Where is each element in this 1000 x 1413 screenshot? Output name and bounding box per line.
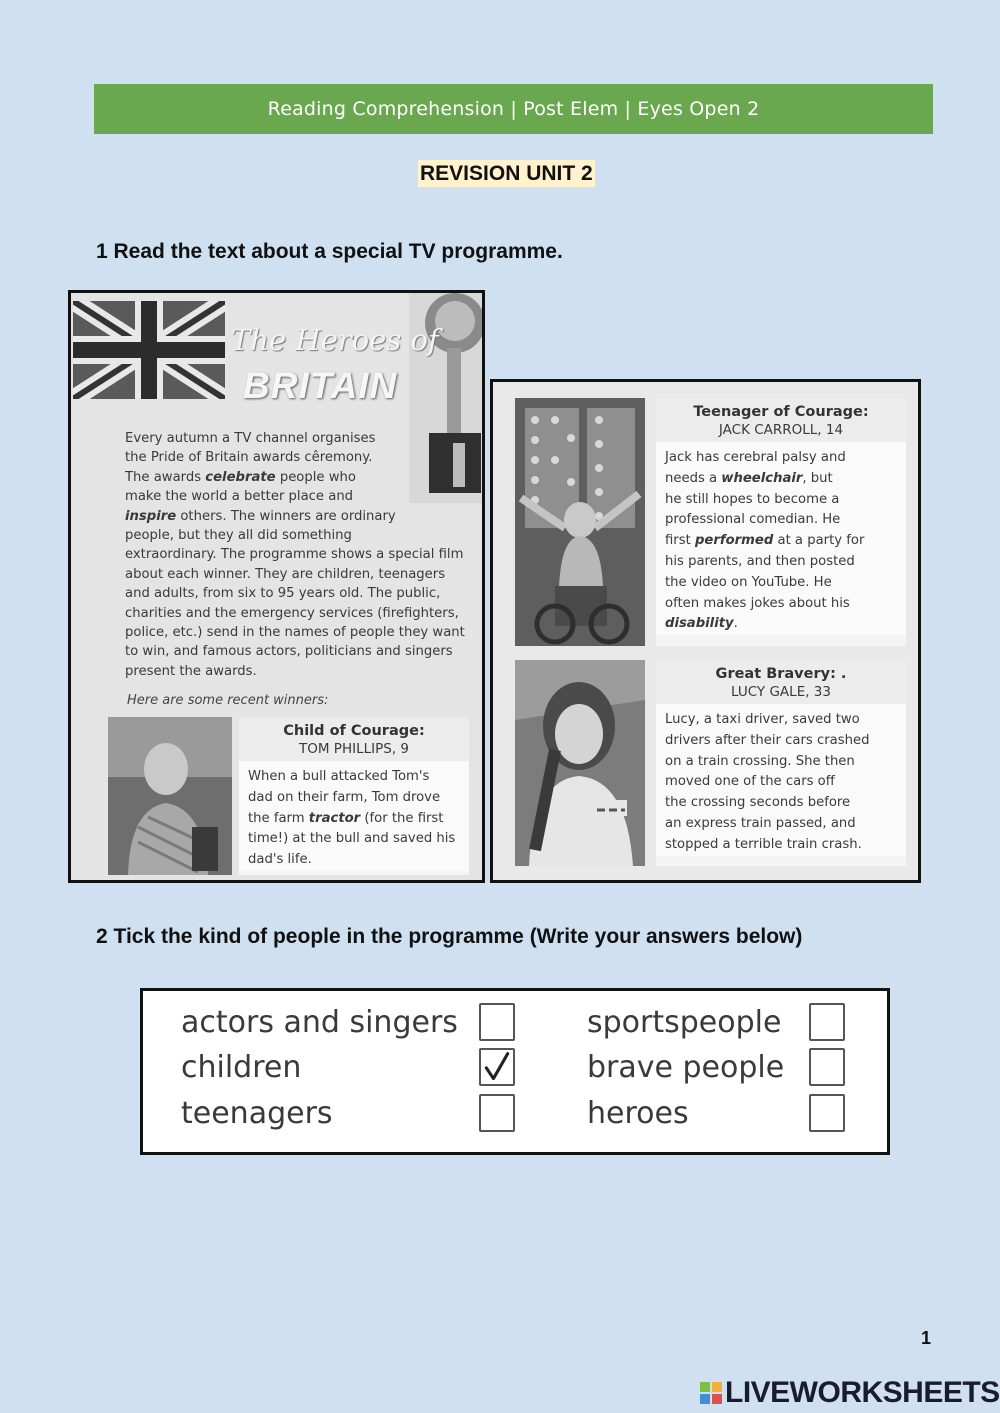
card-line: the farm tractor (for the first [248,810,444,826]
checkbox-brave-people[interactable] [809,1048,845,1086]
intro-line: Every autumn a TV channel organises [125,431,376,446]
winner-card-tom [239,717,469,875]
card-body [656,442,906,635]
option-label: actors and singers [181,1005,458,1040]
intro-line: about each winner. They are children, teenagers [125,566,446,582]
card-line: Lucy, a taxi driver, saved two [665,712,860,727]
card-line: the video on YouTube. He [665,574,832,590]
article-script-title: The Heroes of [231,323,439,357]
card-line: he still hopes to become a [665,491,840,507]
intro-line: to win, and famous actors, politicians and singers [125,644,453,660]
tom-photo [108,717,232,875]
option-label: sportspeople [587,1005,782,1040]
tick-row [143,1003,887,1049]
intro-line: make the world a better place and [125,489,354,505]
intro-line: people, but they all did something [125,528,352,544]
article-intro [125,429,477,681]
intro-line: charities and the emergency services (firefighters, [125,605,459,621]
article-panel-left [68,290,485,883]
page-number: 1 [921,1328,932,1348]
option-label: children [181,1050,302,1085]
intro-line: extraordinary. The programme shows a special film [125,547,464,563]
card-title: Teenager of Courage: [693,404,869,420]
header-title: Reading Comprehension | Post Elem | Eyes Open 2 [267,98,760,120]
card-body [656,704,906,856]
winner-card-lucy [656,660,906,866]
brand-text: LIVEWORKSHEETS [725,1376,1000,1409]
card-line: dad's life. [248,852,312,868]
card-header [656,660,906,704]
card-header [239,717,469,761]
option-label: brave people [587,1050,785,1085]
intro-line: police, etc.) send in the names of people they want [125,625,465,641]
unit-title: REVISION UNIT 2 [420,162,593,185]
card-title: Great Bravery: . [715,666,847,682]
card-line: needs a wheelchair, but [665,470,833,486]
jack-photo [515,398,645,646]
checkmark-icon [481,1050,513,1084]
card-line: on a train crossing. She then [665,753,855,769]
card-line: the crossing seconds before [665,795,851,811]
card-line: When a bull attacked Tom's [248,769,430,784]
union-jack-flag-icon [73,301,225,399]
liveworksheets-brand[interactable] [700,1376,1000,1410]
card-line: stopped a terrible train crash. [665,836,862,852]
intro-line: inspire others. The winners are ordinary [125,508,396,524]
question-1: 1 Read the text about a special TV programme. [96,240,563,263]
card-line: an express train passed, and [665,815,856,831]
option-label: heroes [587,1096,689,1131]
card-title: Child of Courage: [283,723,425,739]
card-line: time!) at the bull and saved his [248,831,456,847]
card-name: LUCY GALE, 33 [731,684,831,700]
tick-table [140,988,890,1155]
question-2: 2 Tick the kind of people in the programme (Write your answers below) [96,925,803,948]
tick-row [143,1094,887,1140]
card-header [656,398,906,442]
article-big-title: BRITAIN [243,365,398,406]
card-line: moved one of the cars off [665,774,835,790]
option-label: teenagers [181,1096,333,1131]
card-line: professional comedian. He [665,512,841,528]
card-line: disability. [665,616,738,632]
card-line: dad on their farm, Tom drove [248,789,441,805]
article-panel-right [490,379,921,883]
header-bar [94,84,933,134]
card-line: often makes jokes about his [665,595,850,611]
intro-line: The awards celebrate people who [125,469,356,485]
card-line: drivers after their cars crashed [665,732,870,748]
intro-line: and adults, from six to 95 years old. The public, [125,586,441,602]
lucy-photo [515,660,645,866]
card-line: his parents, and then posted [665,553,855,569]
card-line: Jack has cerebral palsy and [665,450,846,465]
intro-line: present the awards. [125,663,257,679]
tick-row [143,1048,887,1094]
intro-line: the Pride of Britain awards cêremony. [125,450,373,466]
checkbox-children[interactable] [479,1048,515,1086]
liveworksheets-logo-icon [700,1382,722,1404]
recent-winners-label: Here are some recent winners: [127,693,329,708]
card-name: TOM PHILLIPS, 9 [299,741,409,757]
card-name: JACK CARROLL, 14 [718,422,844,438]
checkbox-sportspeople[interactable] [809,1003,845,1041]
card-body [239,761,469,871]
checkbox-teenagers[interactable] [479,1094,515,1132]
checkbox-heroes[interactable] [809,1094,845,1132]
card-line: first performed at a party for [665,533,865,549]
checkbox-actors-and-singers[interactable] [479,1003,515,1041]
winner-card-jack [656,398,906,646]
